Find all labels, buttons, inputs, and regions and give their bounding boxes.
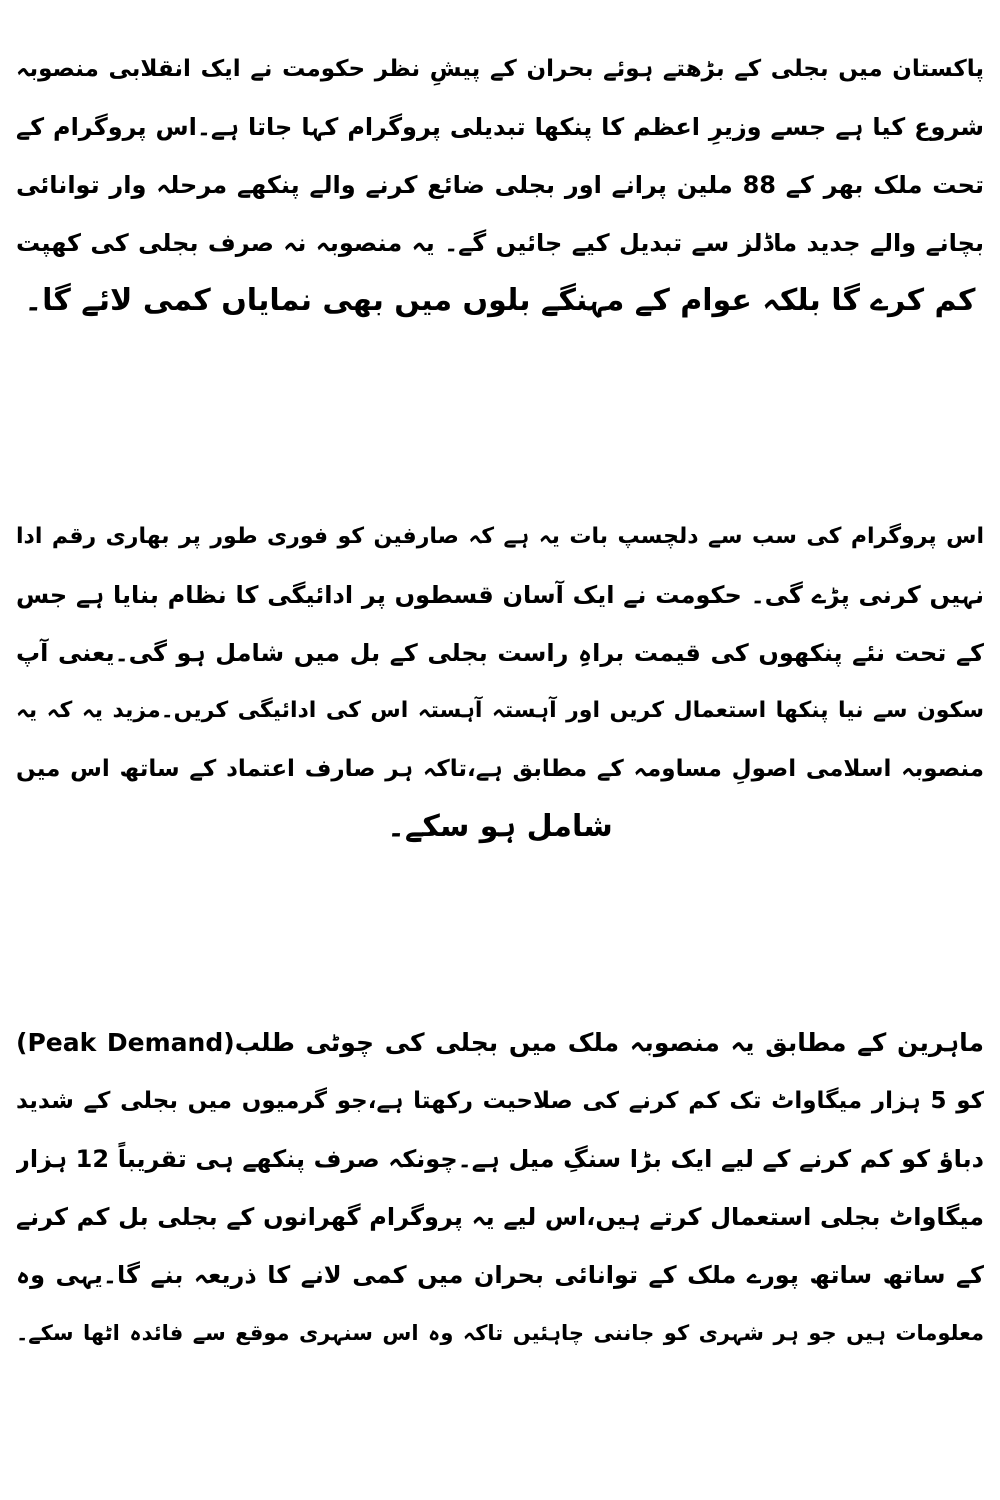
- text-line: بچانے والے جدید ماڈلز سے تبدیل کیے جائیں گے۔ یہ منصوبہ نہ صرف بجلی کی کھپت: [16, 229, 984, 257]
- text-line: کے تحت نئے پنکھوں کی قیمت براہِ راست بجلی کے بل میں شامل ہو گی۔یعنی آپ: [16, 639, 984, 667]
- text-line: کم کرے گا بلکہ عوام کے مہنگے بلوں میں بھی نمایاں کمی لائے گا۔: [24, 283, 976, 318]
- text-line: شامل ہو سکے۔: [387, 809, 613, 844]
- paragraph-fan-replacement-program: [16, 40, 984, 330]
- text-line: کے ساتھ ساتھ پورے ملک کے توانائی بحران میں کمی لانے کا ذریعہ بنے گا۔یہی وہ: [16, 1261, 984, 1289]
- text-line: پاکستان میں بجلی کے بڑھتے ہوئے بحران کے پیشِ نظر حکومت نے ایک انقلابی منصوبہ: [16, 56, 984, 82]
- text-line: نہیں کرنی پڑے گی۔ حکومت نے ایک آسان قسطوں پر ادائیگی کا نظام بنایا ہے جس: [16, 581, 984, 609]
- text-line: کو 5 ہزار میگاواٹ تک کم کرنے کی صلاحیت رکھتا ہے،جو گرمیوں میں بجلی کے شدید: [16, 1088, 984, 1114]
- text-line: سکون سے نیا پنکھا استعمال کریں اور آہستہ آہستہ اس کی ادائیگی کریں۔مزید یہ کہ یہ: [16, 698, 984, 723]
- paragraph-peak-demand: [16, 1014, 984, 1362]
- text-line: ماہرین کے مطابق یہ منصوبہ ملک میں بجلی کی چوٹی طلب(Peak Demand): [16, 1028, 984, 1057]
- text-line: منصوبہ اسلامی اصولِ مساومہ کے مطابق ہے،تاکہ ہر صارف اعتماد کے ساتھ اس میں: [16, 756, 984, 782]
- text-line: اس پروگرام کی سب سے دلچسپ بات یہ ہے کہ صارفین کو فوری طور پر بھاری رقم ادا: [16, 524, 984, 549]
- text-line: تحت ملک بھر کے 88 ملین پرانے اور بجلی ضائع کرنے والے پنکھے مرحلہ وار توانائی: [16, 171, 984, 199]
- text-line: شروع کیا ہے جسے وزیرِ اعظم کا پنکھا تبدیلی پروگرام کہا جاتا ہے۔اس پروگرام کے: [16, 113, 984, 141]
- text-line: میگاواٹ بجلی استعمال کرتے ہیں،اس لیے یہ پروگرام گھرانوں کے بجلی بل کم کرنے: [16, 1203, 984, 1231]
- paragraph-installment-payment: [16, 508, 984, 856]
- text-line: معلومات ہیں جو ہر شہری کو جاننی چاہئیں تاکہ وہ اس سنہری موقع سے فائدہ اٹھا سکے۔: [16, 1321, 984, 1345]
- text-line: دباؤ کو کم کرنے کے لیے ایک بڑا سنگِ میل ہے۔چونکہ صرف پنکھے ہی تقریباً 12 ہزار: [16, 1145, 984, 1173]
